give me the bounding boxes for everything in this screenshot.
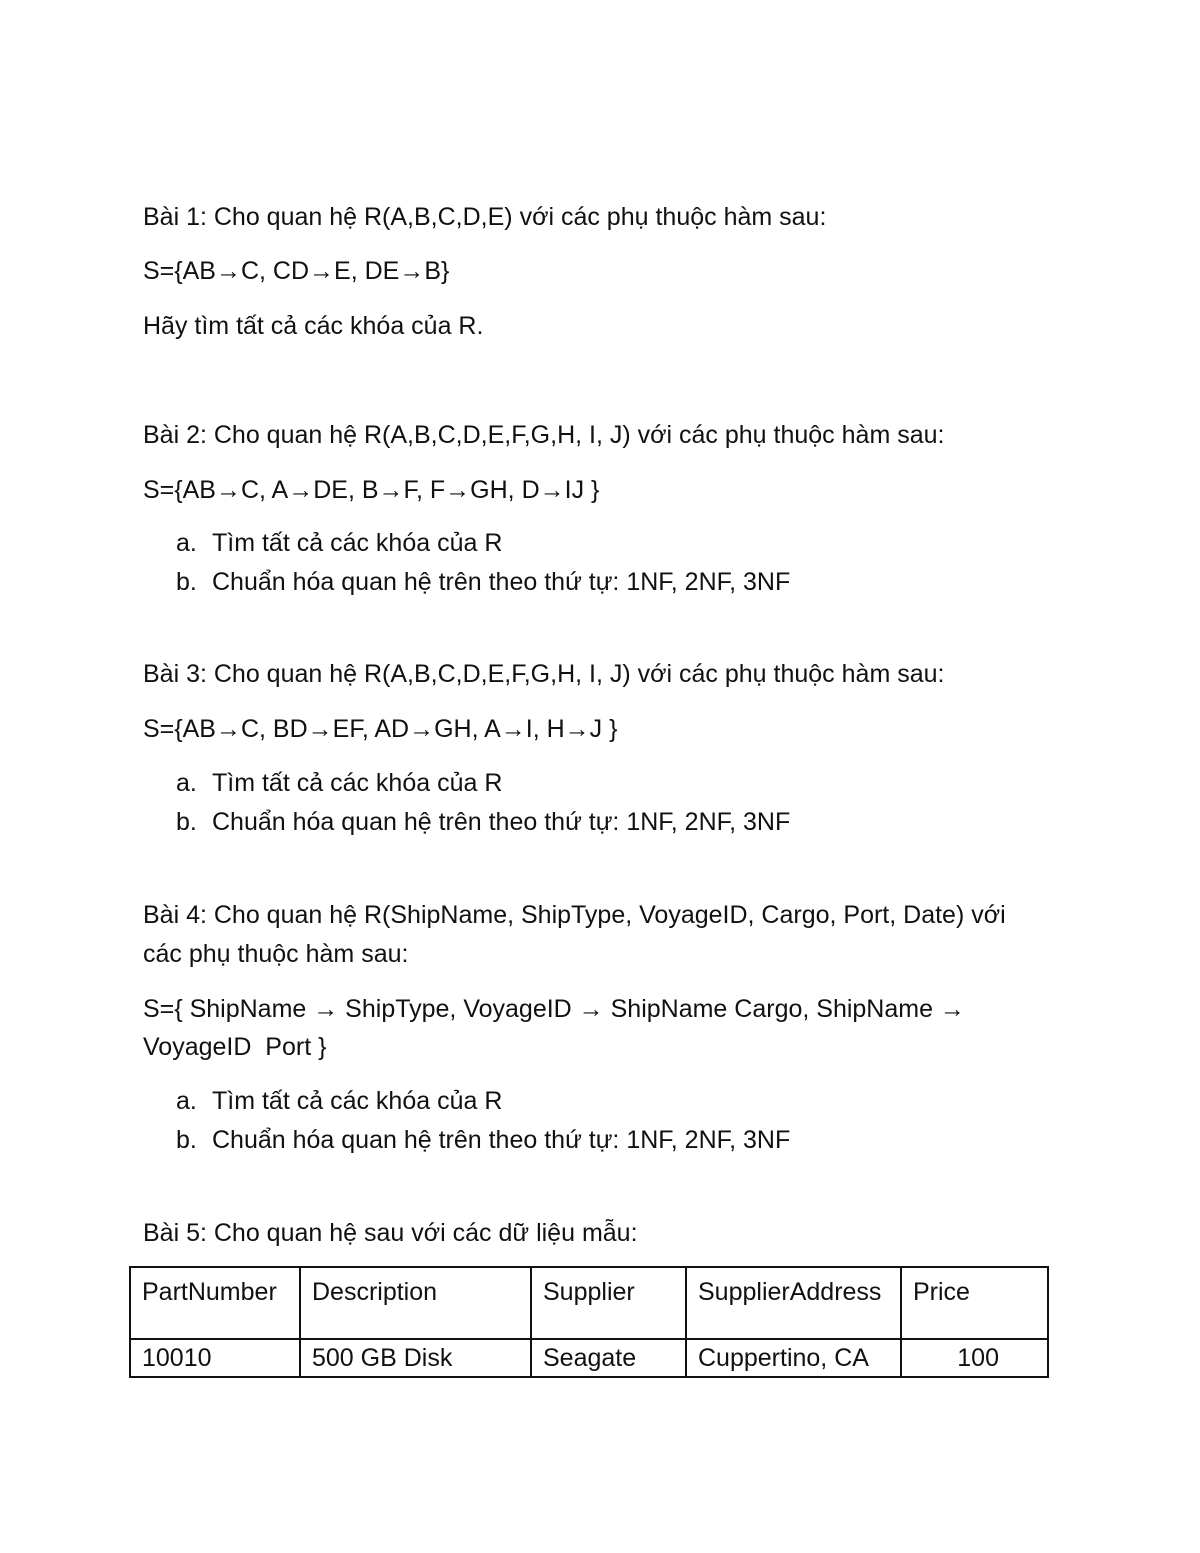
table-row (130, 1339, 1048, 1377)
ex2-item-a (176, 528, 502, 558)
list-item-text: Chuẩn hóa quan hệ trên theo thứ tự: 1NF, 2NF, 3NF (212, 1126, 791, 1154)
ex4-title-line1: Bài 4: Cho quan hệ R(ShipName, ShipType, VoyageID, Cargo, Port, Date) với (143, 901, 1006, 929)
list-marker: b. (176, 808, 197, 836)
list-item-text: Tìm tất cả các khóa của R (212, 769, 503, 797)
table-header-cell: Price (901, 1267, 1048, 1339)
ex4-fds-line1: S={ ShipName → ShipType, VoyageID → ShipName Cargo, ShipName → (143, 995, 965, 1023)
ex3-title: Bài 3: Cho quan hệ R(A,B,C,D,E,F,G,H, I, J) với các phụ thuộc hàm sau: (143, 660, 945, 688)
table-cell: Cuppertino, CA (686, 1339, 901, 1377)
ex2-fds: S={AB→C, A→DE, B→F, F→GH, D→IJ } (143, 476, 600, 504)
ex2-title: Bài 2: Cho quan hệ R(A,B,C,D,E,F,G,H, I, J) với các phụ thuộc hàm sau: (143, 421, 945, 449)
table-cell: 100 (901, 1339, 1048, 1377)
table-header-cell: SupplierAddress (686, 1267, 901, 1339)
table-header-row (130, 1267, 1048, 1339)
ex3-fds: S={AB→C, BD→EF, AD→GH, A→I, H→J } (143, 715, 618, 743)
ex4-fds-line2: VoyageID Port } (143, 1033, 327, 1061)
table-header-cell: Description (300, 1267, 531, 1339)
table-cell: 10010 (130, 1339, 300, 1377)
list-item-text: Chuẩn hóa quan hệ trên theo thứ tự: 1NF, 2NF, 3NF (212, 808, 791, 836)
list-item-text: Tìm tất cả các khóa của R (212, 529, 503, 557)
ex4-title-line2: các phụ thuộc hàm sau: (143, 940, 409, 968)
ex5-title: Bài 5: Cho quan hệ sau với các dữ liệu mẫu: (143, 1219, 638, 1247)
ex4-item-b (176, 1125, 790, 1155)
list-marker: a. (176, 1087, 197, 1115)
ex1-fds: S={AB→C, CD→E, DE→B} (143, 257, 450, 285)
list-item-text: Tìm tất cả các khóa của R (212, 1087, 503, 1115)
ex1-question: Hãy tìm tất cả các khóa của R. (143, 312, 484, 340)
list-marker: a. (176, 529, 197, 557)
table-header-cell: PartNumber (130, 1267, 300, 1339)
table-cell: Seagate (531, 1339, 686, 1377)
ex4-item-a (176, 1086, 502, 1116)
table-header-cell: Supplier (531, 1267, 686, 1339)
ex2-item-b (176, 567, 790, 597)
list-marker: a. (176, 769, 197, 797)
list-item-text: Chuẩn hóa quan hệ trên theo thứ tự: 1NF, 2NF, 3NF (212, 568, 791, 596)
ex3-item-a (176, 768, 502, 798)
list-marker: b. (176, 568, 197, 596)
ex3-item-b (176, 807, 790, 837)
list-marker: b. (176, 1126, 197, 1154)
table-cell: 500 GB Disk (300, 1339, 531, 1377)
ex1-title: Bài 1: Cho quan hệ R(A,B,C,D,E) với các phụ thuộc hàm sau: (143, 203, 827, 231)
sample-data-table (129, 1266, 1049, 1378)
